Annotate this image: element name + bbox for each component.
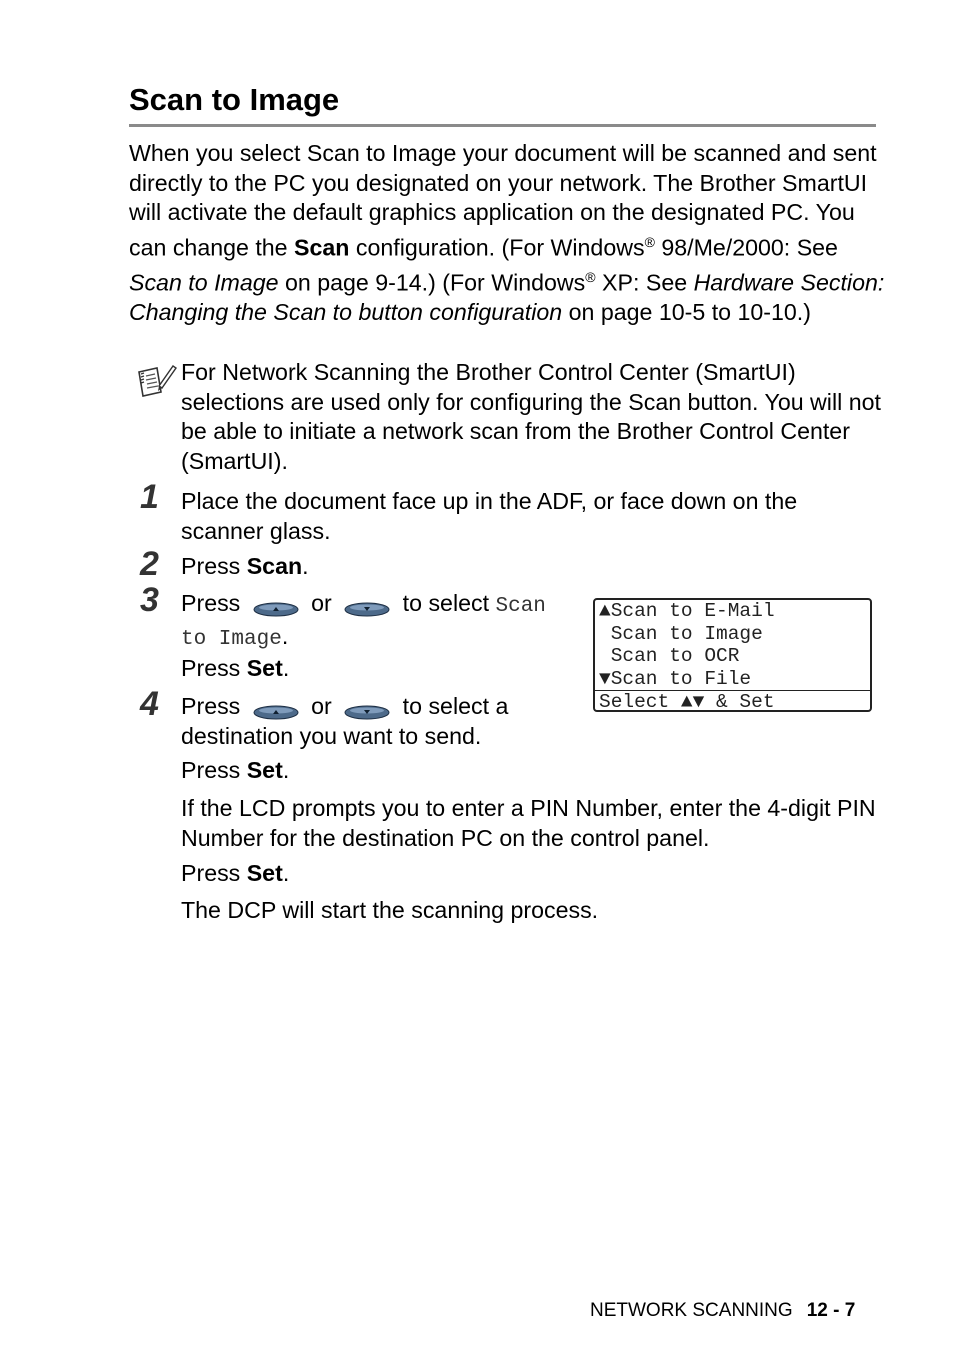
step-number: 4 (140, 685, 159, 723)
step-3-press-set: Press Set. (181, 655, 290, 681)
cross-reference: Hardware Section: Changing the Scan to button configuration (129, 269, 885, 326)
lcd-line: Scan to Image (599, 622, 763, 645)
step-1-text: Place the document face up in the ADF, or face down on the scanner glass. (181, 488, 798, 544)
lcd-option-text: Scan to Image (181, 595, 546, 651)
step-3-text: Press or to select Scan to Image. (181, 590, 546, 651)
up-arrow-button-icon (253, 698, 299, 713)
registered-mark: ® (644, 233, 655, 250)
note-pad-icon (135, 362, 177, 402)
step-2-text: Press Scan. (181, 553, 309, 579)
page-title: Scan to Image (129, 82, 340, 117)
note-text: For Network Scanning the Brother Control Center (SmartUI) selections are used only for configuring the Scan button. You will not be able to initiate a network scan from the Brother Control Center (SmartUI). (181, 359, 881, 474)
intro-text: on page 9-14.) (For Windows (278, 269, 586, 296)
intro-text: When you select Scan to Image your document will be scanned and sent directly to the PC you designated on your network. The Brother SmartUI will activate the default graphics application on the designated PC. You can change the (129, 140, 877, 261)
lcd-line: ▲Scan to E-Mail (599, 600, 775, 622)
completion-text: The DCP will start the scanning process. (181, 897, 599, 923)
intro-text: configuration. (For Windows (349, 234, 645, 261)
lcd-footer: Select ▲▼ & Set (595, 690, 870, 712)
registered-mark: ® (585, 269, 596, 286)
intro-text: on page 10-5 to 10-10.) (562, 299, 811, 326)
page-number: 12 - 7 (806, 1300, 856, 1321)
lcd-line: ▼Scan to File (599, 667, 752, 690)
step-number: 3 (140, 581, 159, 619)
step-4-press-set-final: Press Set. (181, 860, 290, 886)
scan-key-label: Scan (246, 553, 303, 579)
cross-reference: Scan to Image (129, 269, 279, 296)
scan-key-label: Scan (294, 234, 350, 261)
up-arrow-button-icon (253, 595, 299, 610)
intro-text: XP: See (595, 269, 694, 296)
step-4-text: Press or to select a destination you want to send. (181, 693, 509, 749)
step-4-press-set: Press Set. (181, 757, 290, 783)
set-key-label: Set (246, 860, 283, 886)
title-rule (129, 124, 876, 127)
pin-instruction: If the LCD prompts you to enter a PIN Number, enter the 4-digit PIN Number for the destination PC on the control panel. (181, 795, 876, 851)
footer-section: NETWORK SCANNING (590, 1300, 793, 1321)
down-arrow-button-icon (344, 595, 390, 610)
down-arrow-button-icon (344, 698, 390, 713)
intro-paragraph (129, 139, 889, 328)
page-footer (590, 1300, 855, 1322)
set-key-label: Set (246, 655, 283, 681)
step-number: 1 (140, 478, 159, 516)
set-key-label: Set (246, 757, 283, 783)
lcd-line: Scan to OCR (599, 645, 740, 668)
intro-text: 98/Me/2000: See (654, 234, 838, 261)
lcd-display (593, 598, 872, 712)
step-number: 2 (140, 545, 159, 583)
